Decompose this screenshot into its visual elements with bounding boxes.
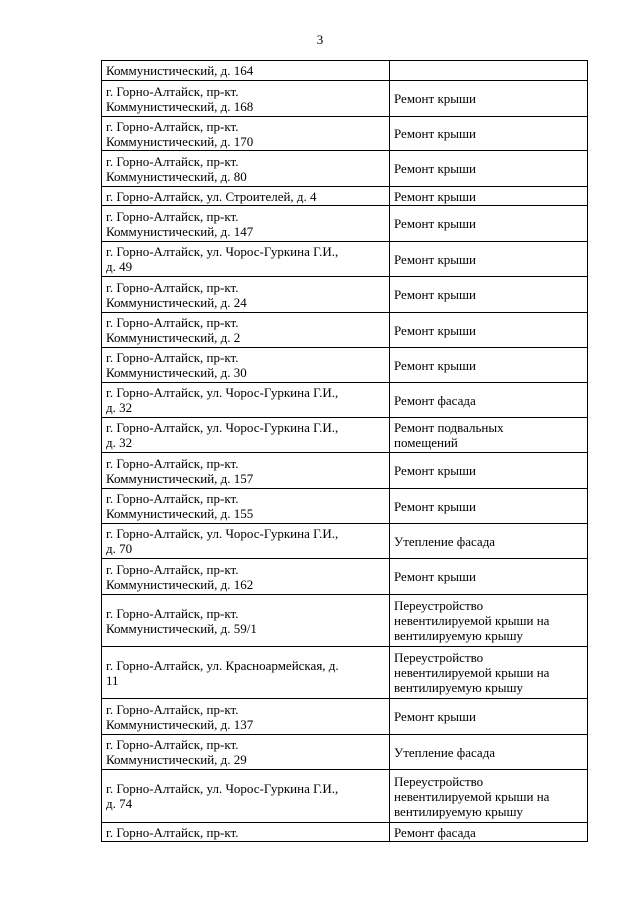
address-cell: г. Горно-Алтайск, пр-кт. Коммунистический, д. 155 <box>102 489 390 524</box>
table-row <box>102 595 588 647</box>
work-type-cell: Утепление фасада <box>390 524 588 559</box>
table-row <box>102 383 588 418</box>
address-cell: г. Горно-Алтайск, ул. Чорос-Гуркина Г.И., д. 74 <box>102 770 390 823</box>
table-row <box>102 770 588 823</box>
table-row <box>102 489 588 524</box>
table-row <box>102 206 588 242</box>
work-type-cell: Ремонт крыши <box>390 151 588 187</box>
work-type-cell: Ремонт крыши <box>390 277 588 313</box>
work-type-cell: Ремонт крыши <box>390 313 588 348</box>
table-row <box>102 313 588 348</box>
table-row <box>102 647 588 699</box>
table-row <box>102 348 588 383</box>
address-cell: г. Горно-Алтайск, пр-кт. Коммунистический, д. 24 <box>102 277 390 313</box>
address-cell: г. Горно-Алтайск, пр-кт. <box>102 823 390 842</box>
address-cell: г. Горно-Алтайск, пр-кт. Коммунистический, д. 59/1 <box>102 595 390 647</box>
repair-works-table-body <box>102 61 588 842</box>
table-row <box>102 187 588 206</box>
address-cell: г. Горно-Алтайск, ул. Чорос-Гуркина Г.И., д. 70 <box>102 524 390 559</box>
address-cell: г. Горно-Алтайск, ул. Строителей, д. 4 <box>102 187 390 206</box>
address-cell: г. Горно-Алтайск, пр-кт. Коммунистический, д. 147 <box>102 206 390 242</box>
table-row <box>102 823 588 842</box>
work-type-cell: Ремонт крыши <box>390 117 588 151</box>
work-type-cell: Ремонт крыши <box>390 559 588 595</box>
work-type-cell: Ремонт крыши <box>390 348 588 383</box>
work-type-cell: Ремонт подвальных помещений <box>390 418 588 453</box>
work-type-cell: Ремонт крыши <box>390 489 588 524</box>
work-type-cell: Переустройство невентилируемой крыши на вентилируемую крышу <box>390 595 588 647</box>
table-row <box>102 735 588 770</box>
address-cell: г. Горно-Алтайск, пр-кт. Коммунистический, д. 80 <box>102 151 390 187</box>
table-row <box>102 559 588 595</box>
table-row <box>102 151 588 187</box>
address-cell: г. Горно-Алтайск, пр-кт. Коммунистический, д. 30 <box>102 348 390 383</box>
address-cell: г. Горно-Алтайск, пр-кт. Коммунистический, д. 162 <box>102 559 390 595</box>
work-type-cell: Ремонт крыши <box>390 242 588 277</box>
work-type-cell: Утепление фасада <box>390 735 588 770</box>
table-row <box>102 277 588 313</box>
table-row <box>102 453 588 489</box>
work-type-cell: Ремонт крыши <box>390 699 588 735</box>
address-cell: г. Горно-Алтайск, ул. Красноармейская, д. 11 <box>102 647 390 699</box>
table-row <box>102 117 588 151</box>
table-row <box>102 418 588 453</box>
table-row <box>102 242 588 277</box>
work-type-cell: Ремонт фасада <box>390 383 588 418</box>
address-cell: г. Горно-Алтайск, пр-кт. Коммунистический, д. 29 <box>102 735 390 770</box>
address-cell: г. Горно-Алтайск, пр-кт. Коммунистический, д. 170 <box>102 117 390 151</box>
table-row <box>102 699 588 735</box>
address-cell: г. Горно-Алтайск, пр-кт. Коммунистический, д. 2 <box>102 313 390 348</box>
page-number: 3 <box>316 32 324 47</box>
work-type-cell: Переустройство невентилируемой крыши на вентилируемую крышу <box>390 647 588 699</box>
work-type-cell: Ремонт фасада <box>390 823 588 842</box>
work-type-cell: Ремонт крыши <box>390 453 588 489</box>
address-cell: Коммунистический, д. 164 <box>102 61 390 81</box>
address-cell: г. Горно-Алтайск, пр-кт. Коммунистический, д. 157 <box>102 453 390 489</box>
repair-works-table <box>101 60 588 842</box>
work-type-cell: Ремонт крыши <box>390 81 588 117</box>
address-cell: г. Горно-Алтайск, пр-кт. Коммунистический, д. 168 <box>102 81 390 117</box>
table-row <box>102 81 588 117</box>
work-type-cell: Ремонт крыши <box>390 206 588 242</box>
work-type-cell: Ремонт крыши <box>390 187 588 206</box>
table-row <box>102 61 588 81</box>
work-type-cell: Переустройство невентилируемой крыши на вентилируемую крышу <box>390 770 588 823</box>
address-cell: г. Горно-Алтайск, ул. Чорос-Гуркина Г.И., д. 32 <box>102 418 390 453</box>
work-type-cell <box>390 61 588 81</box>
address-cell: г. Горно-Алтайск, ул. Чорос-Гуркина Г.И., д. 49 <box>102 242 390 277</box>
address-cell: г. Горно-Алтайск, ул. Чорос-Гуркина Г.И., д. 32 <box>102 383 390 418</box>
table-row <box>102 524 588 559</box>
address-cell: г. Горно-Алтайск, пр-кт. Коммунистический, д. 137 <box>102 699 390 735</box>
